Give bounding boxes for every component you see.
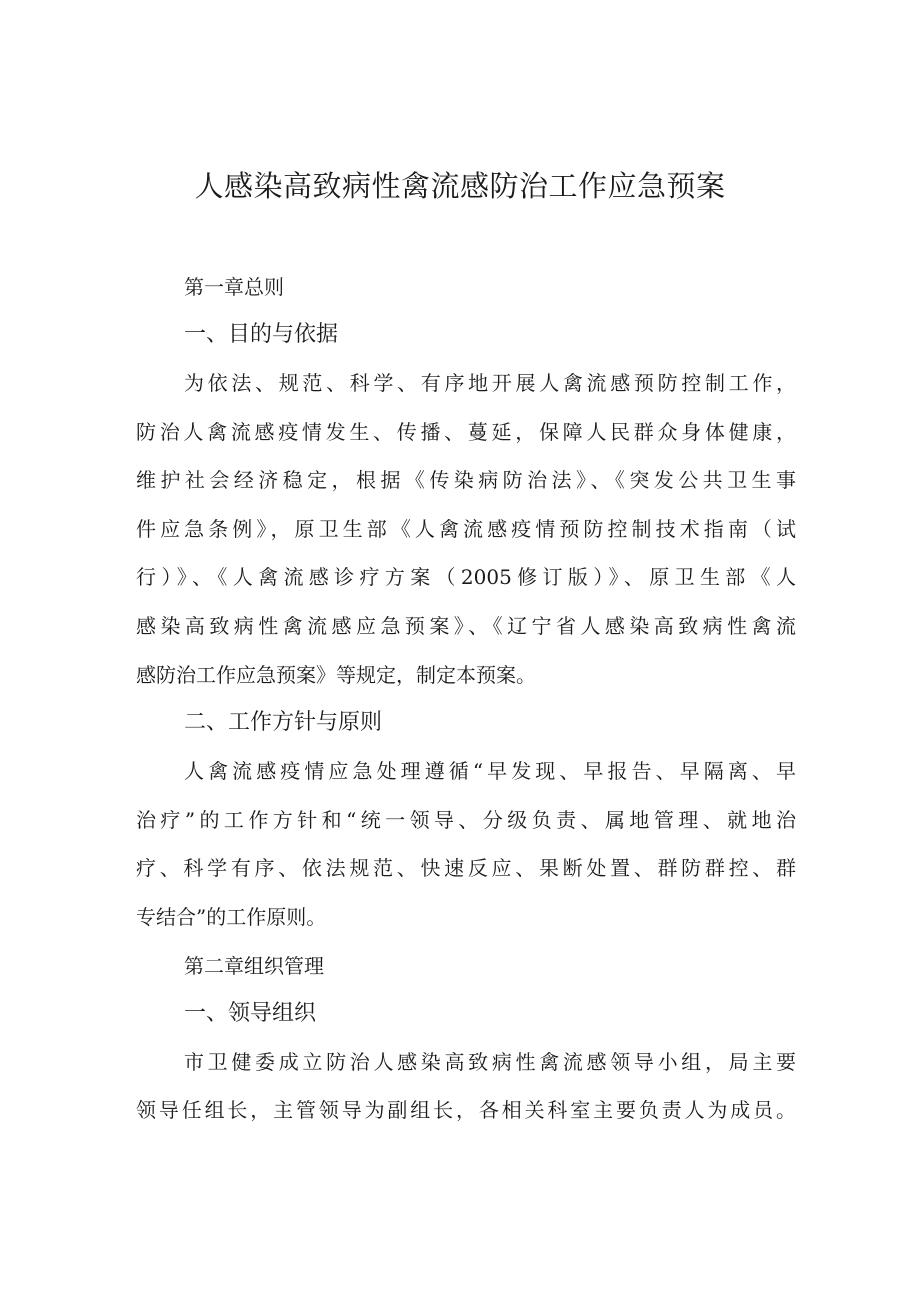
paragraph-line: 人禽流感疫情应急处理遵循“早发现、早报告、早隔离、早: [184, 759, 796, 784]
paragraph-line: 件应急条例》，原卫生部《人禽流感疫情预防控制技术指南（试: [136, 516, 796, 541]
document-title: 人感染高致病性禽流感防治工作应急预案: [194, 169, 726, 203]
paragraph-leadership: [136, 1038, 796, 1135]
paragraph-line: 维护社会经济稳定，根据《传染病防治法》、《突发公共卫生事: [136, 468, 796, 493]
paragraph-line: 治疗”的工作方针和“统一领导、分级负责、属地管理、就地治: [136, 807, 796, 832]
paragraph-line: 感染高致病性禽流感应急预案》、《辽宁省人感染高致病性禽流: [136, 613, 796, 638]
section-heading-purpose: 一、目的与依据: [184, 322, 339, 347]
chapter-heading-2: 第二章组织管理: [184, 953, 324, 978]
section-heading-principles: 二、工作方针与原则: [184, 710, 383, 736]
paragraph-line: 疗、科学有序、依法规范、快速反应、果断处置、群防群控、群: [136, 856, 796, 881]
paragraph-line: 感防治工作应急预案》等规定，制定本预案。: [136, 662, 536, 687]
paragraph-line: 行）》、《人禽流感诊疗方案（2005修订版）》、原卫生部《人: [136, 565, 796, 590]
document-body: [136, 263, 796, 1135]
paragraph-line: 市卫健委成立防治人感染高致病性禽流感领导小组，局主要: [184, 1049, 796, 1074]
paragraph-purpose: [136, 359, 796, 699]
chapter-heading-1: 第一章总则: [184, 275, 284, 299]
section-heading-leadership: 一、领导组织: [184, 1000, 317, 1026]
paragraph-line: 专结合”的工作原则。: [136, 904, 327, 929]
paragraph-line: 为依法、规范、科学、有序地开展人禽流感预防控制工作，: [184, 371, 796, 395]
paragraph-principles: [136, 747, 796, 941]
paragraph-line: 领导任组长，主管领导为副组长，各相关科室主要负责人为成员。: [136, 1098, 796, 1123]
paragraph-line: 防治人禽流感疫情发生、传播、蔓延，保障人民群众身体健康，: [136, 419, 796, 444]
